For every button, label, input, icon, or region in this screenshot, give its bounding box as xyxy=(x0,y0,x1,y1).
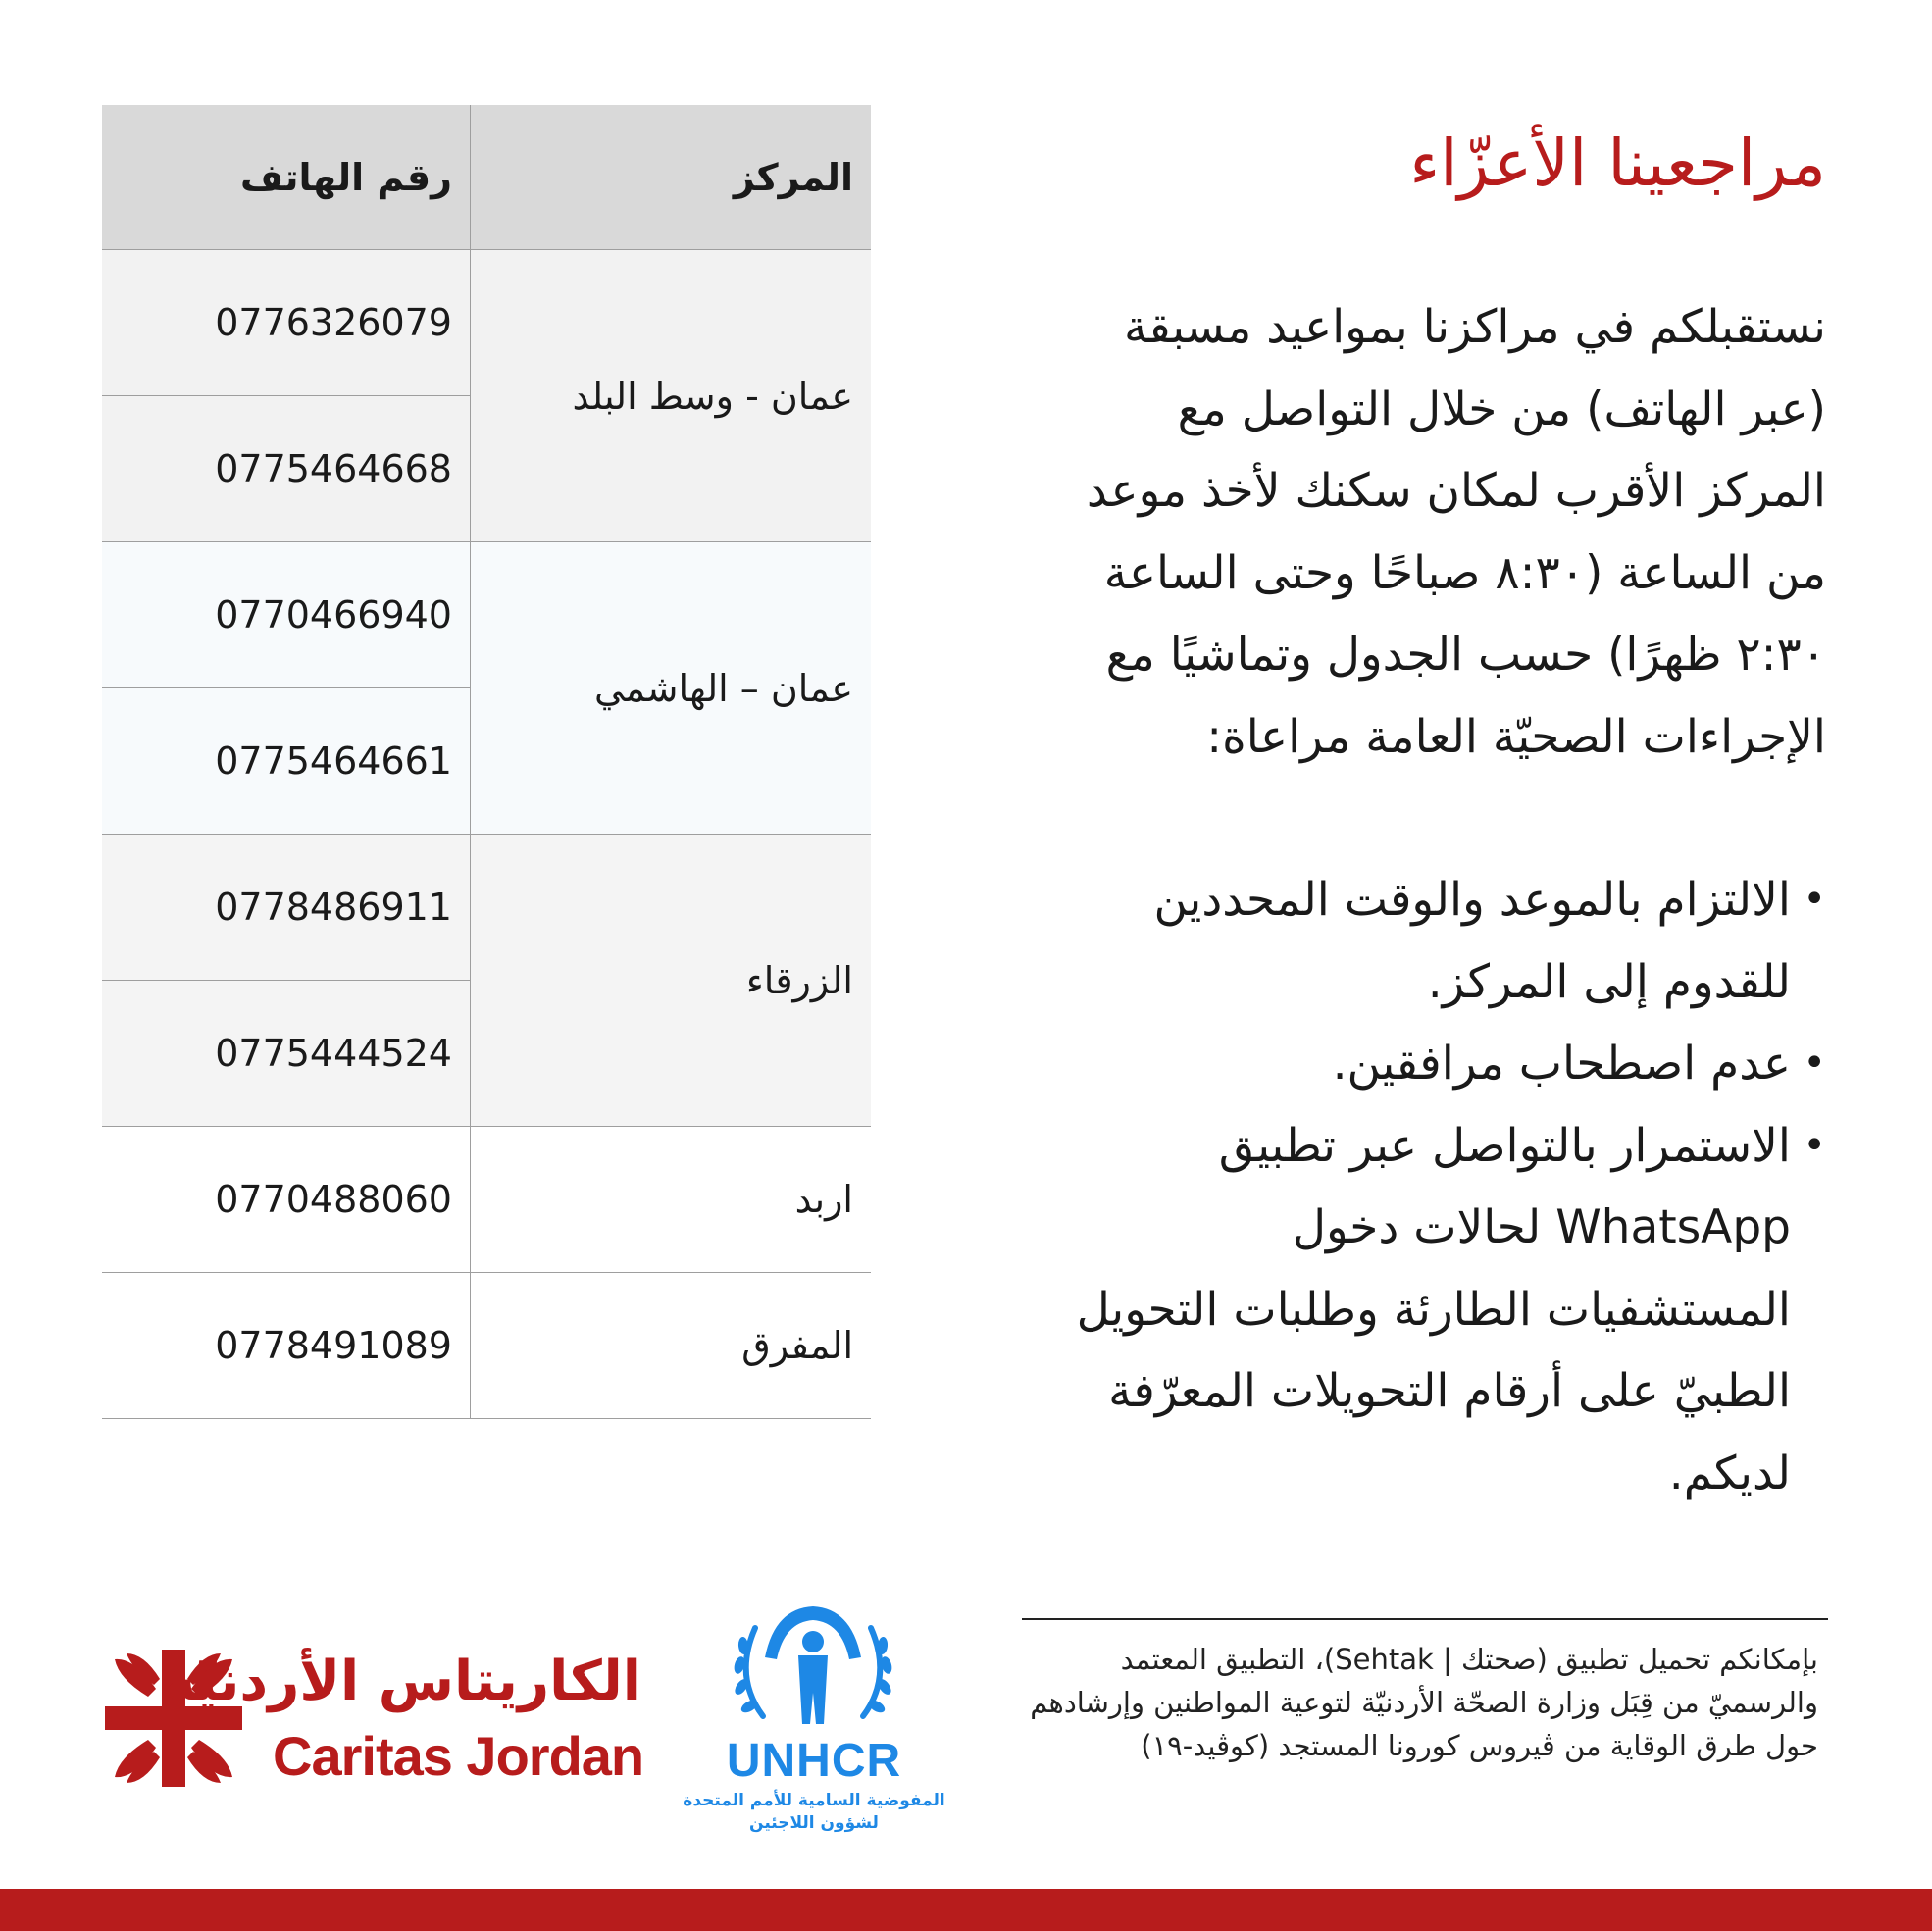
unhcr-emblem-icon xyxy=(726,1599,900,1746)
table-row xyxy=(102,835,871,981)
caritas-english-name: Caritas Jordan xyxy=(273,1725,644,1787)
page-title: مراجعينا الأعزّاء xyxy=(1409,126,1826,201)
list-item xyxy=(1061,1023,1826,1105)
guidelines-list xyxy=(1061,859,1826,1514)
table-header-row xyxy=(102,105,871,250)
phone-number[interactable]: 0770466940 xyxy=(102,542,471,688)
center-name: المفرق xyxy=(471,1273,872,1419)
unhcr-arabic-line-1: المفوضية السامية للأمم المتحدة xyxy=(683,1791,945,1810)
phone-number[interactable]: 0776326079 xyxy=(102,250,471,396)
phone-number[interactable]: 0778486911 xyxy=(102,835,471,981)
phone-number[interactable]: 0775444524 xyxy=(102,981,471,1127)
unhcr-arabic-line-2: لشؤون اللاجئين xyxy=(749,1813,879,1833)
table-row xyxy=(102,1127,871,1273)
center-name: عمان - وسط البلد xyxy=(471,250,872,542)
bottom-brand-bar xyxy=(0,1889,1932,1931)
intro-paragraph: نستقبلكم في مراكزنا بمواعيد مسبقة (عبر الهاتف) من خلال التواصل مع المركز الأقرب لمكان سكنك لأخذ موعد من الساعة (٨:٣٠ صباحًا وحتى الساعة ٢:٣٠ ظهرًا) حسب الجدول وتماشيًا مع الإجراءات الصحيّة العامة مراعاة: xyxy=(1086,300,1826,764)
app-note: بإمكانكم تحميل تطبيق (صحتك | Sehtak)، التطبيق المعتمد والرسميّ من قِبَل وزارة الصحّة الأردنيّة لتوعية المواطنين وإرشادهم حول طرق الوقاية من ڤيروس كورونا المستجد (كوڤيد-١٩) xyxy=(1030,1643,1818,1762)
unhcr-wordmark: UNHCR xyxy=(726,1735,902,1787)
bullet-icon: • xyxy=(1803,1122,1826,1168)
list-item-text: الاستمرار بالتواصل عبر تطبيق WhatsApp لحالات دخول المستشفيات الطارئة وطلبات التحويل الطبيّ على أرقام التحويلات المعرّفة لديكم. xyxy=(1076,1118,1791,1500)
phone-number[interactable]: 0775464661 xyxy=(102,688,471,835)
bullet-icon: • xyxy=(1803,1041,1826,1086)
list-item xyxy=(1061,1105,1826,1515)
table-row xyxy=(102,542,871,688)
center-name: عمان – الهاشمي xyxy=(471,542,872,835)
header-phone: رقم الهاتف xyxy=(102,105,471,250)
table-row xyxy=(102,250,871,396)
center-name: اربد xyxy=(471,1127,872,1273)
phone-number[interactable]: 0775464668 xyxy=(102,396,471,542)
header-center: المركز xyxy=(471,105,872,250)
phone-number[interactable]: 0770488060 xyxy=(102,1127,471,1273)
list-item xyxy=(1061,859,1826,1023)
list-item-text: عدم اصطحاب مرافقين. xyxy=(1332,1037,1791,1091)
caritas-arabic-name: الكاريتاس الأردنيّة xyxy=(163,1650,641,1713)
centers-table xyxy=(102,105,871,1419)
note-divider xyxy=(1022,1618,1828,1620)
phone-number[interactable]: 0778491089 xyxy=(102,1273,471,1419)
bullet-icon: • xyxy=(1803,877,1826,922)
center-name: الزرقاء xyxy=(471,835,872,1127)
list-item-text: الالتزام بالموعد والوقت المحددين للقدوم إلى المركز. xyxy=(1153,873,1791,1009)
table-row xyxy=(102,1273,871,1419)
